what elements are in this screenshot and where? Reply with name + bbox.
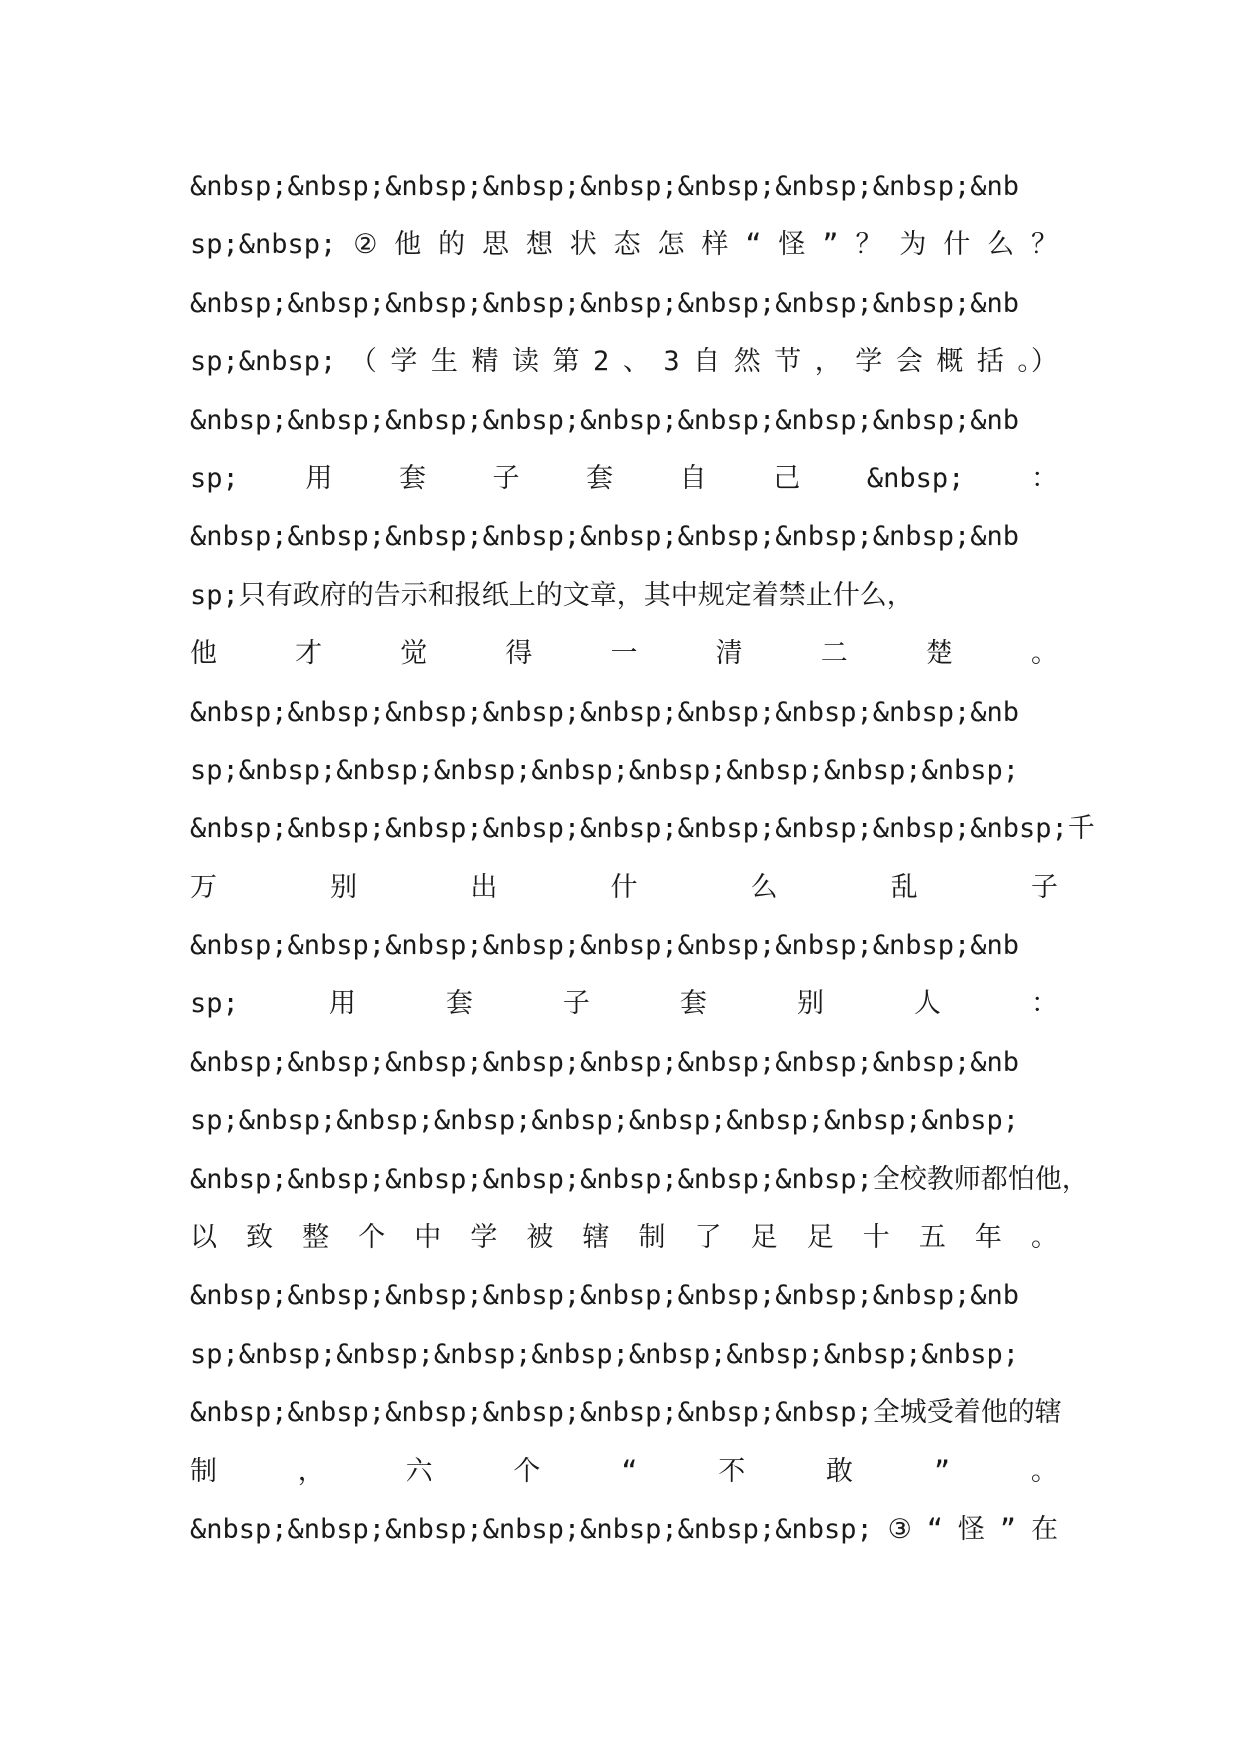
text-segment: &nbsp;&nbsp;&nbsp;&nbsp;&nbsp;&nbsp;&nbsp; [190, 1397, 873, 1429]
text-segment: 足 [750, 1222, 778, 1254]
text-segment: 足 [806, 1222, 834, 1254]
text-segment: 怪 [778, 229, 806, 261]
text-segment: 被 [526, 1222, 554, 1254]
text-segment: &nbsp;&nbsp;&nbsp;&nbsp;&nbsp;&nbsp;&nbsp;&nbsp;&nb [190, 1280, 1020, 1312]
text-segment: 受 [926, 1397, 954, 1429]
text-segment: 在 [1030, 1513, 1058, 1545]
text-segment: 。 [1030, 1222, 1058, 1254]
text-line [190, 508, 1058, 566]
text-segment: &nbsp;&nbsp;&nbsp;&nbsp;&nbsp;&nbsp;&nbsp;&nbsp;&nb [190, 404, 1020, 436]
text-line [190, 158, 1058, 216]
text-segment: 、 [622, 346, 650, 378]
text-segment: 读 [511, 346, 539, 378]
text-segment: 3 [663, 346, 680, 378]
text-segment: 不 [718, 1455, 746, 1487]
text-line [190, 917, 1058, 975]
text-segment: sp;&nbsp;&nbsp;&nbsp;&nbsp;&nbsp;&nbsp;&nbsp;&nbsp; [190, 754, 1020, 786]
text-line [190, 1326, 1058, 1384]
text-segment: “ [745, 229, 762, 261]
text-segment: 他 [190, 638, 217, 670]
text-segment: 子 [1030, 871, 1058, 903]
text-line [190, 567, 1058, 625]
text-line [190, 1501, 1058, 1559]
text-segment: “ [926, 1513, 943, 1545]
text-segment: 。 [1030, 1455, 1058, 1487]
text-segment: ” [822, 229, 839, 261]
text-line [190, 625, 1058, 683]
text-segment: 中 [414, 1222, 442, 1254]
text-segment: 全 [872, 1163, 900, 1195]
text-segment: 觉 [400, 638, 428, 670]
text-segment: ” [933, 1455, 951, 1487]
text-segment: 套 [398, 462, 426, 494]
text-segment: 制 [190, 1455, 217, 1487]
text-segment: sp; [190, 988, 239, 1020]
text-segment: sp;&nbsp; [190, 229, 337, 261]
text-segment: 自 [693, 346, 721, 378]
text-segment: 五 [918, 1222, 946, 1254]
text-segment: 才 [295, 638, 323, 670]
text-segment: ③ [887, 1513, 912, 1545]
text-segment: 学 [390, 346, 418, 378]
text-segment: 致 [246, 1222, 274, 1254]
text-segment: 教 [926, 1163, 954, 1195]
text-segment: 乱 [890, 871, 918, 903]
text-segment: ， [297, 1455, 325, 1487]
text-segment: 的 [438, 229, 466, 261]
text-segment: &nbsp;&nbsp;&nbsp;&nbsp;&nbsp;&nbsp;&nbsp;&nbsp;&nb [190, 696, 1020, 728]
text-segment: 万 [190, 871, 217, 903]
text-segment: sp;&nbsp;&nbsp;&nbsp;&nbsp;&nbsp;&nbsp;&nbsp;&nbsp; [190, 1105, 1020, 1137]
text-segment: 套 [445, 988, 473, 1020]
text-segment: “ [621, 1455, 638, 1487]
text-segment: 清 [715, 638, 743, 670]
text-segment: 年 [974, 1222, 1002, 1254]
text-line [190, 1443, 1058, 1501]
text-segment: 千 [1067, 813, 1095, 845]
text-line [190, 975, 1058, 1033]
text-segment: 为 [899, 229, 927, 261]
text-segment: 用 [305, 462, 333, 494]
text-segment: ： [1030, 462, 1058, 494]
text-segment: 全 [872, 1397, 900, 1429]
text-segment: sp;只有政府的告示和报纸上的文章，其中规定着禁止什么， [190, 579, 914, 611]
text-segment: 。 [1031, 638, 1058, 670]
text-segment: ， [1061, 1163, 1089, 1195]
text-line [190, 333, 1058, 391]
text-segment: 精 [471, 346, 499, 378]
text-segment: 2 [593, 346, 610, 378]
text-line [190, 742, 1058, 800]
text-segment: 师 [953, 1163, 981, 1195]
text-segment: 一 [610, 638, 638, 670]
text-segment: ： [1031, 988, 1058, 1020]
text-segment: sp;&nbsp; [190, 346, 337, 378]
text-segment: 制 [638, 1222, 666, 1254]
text-segment: 出 [470, 871, 498, 903]
text-segment: 会 [895, 346, 923, 378]
text-segment: 自 [679, 462, 707, 494]
text-segment: 子 [492, 462, 520, 494]
text-segment: 校 [899, 1163, 927, 1195]
text-segment: 样 [701, 229, 729, 261]
text-segment: 想 [525, 229, 553, 261]
text-segment: 整 [302, 1222, 330, 1254]
text-segment: 什 [943, 229, 971, 261]
text-segment: 思 [482, 229, 510, 261]
text-segment: 概 [936, 346, 964, 378]
text-segment: 人 [913, 988, 941, 1020]
text-segment: 第 [552, 346, 580, 378]
text-segment: &nbsp;&nbsp;&nbsp;&nbsp;&nbsp;&nbsp;&nbsp;&nbsp;&nb [190, 930, 1020, 962]
text-segment: 二 [820, 638, 848, 670]
text-line [190, 216, 1058, 274]
text-segment: ② [353, 229, 378, 261]
text-line [190, 1034, 1058, 1092]
text-segment: ” [999, 1513, 1017, 1545]
text-segment: &nbsp;&nbsp;&nbsp;&nbsp;&nbsp;&nbsp;&nbsp;&nbsp;&nb [190, 171, 1020, 202]
text-segment: 套 [586, 462, 614, 494]
text-segment: 他 [980, 1397, 1008, 1429]
text-segment: ， [814, 346, 842, 378]
text-line [190, 859, 1058, 917]
text-segment: 楚 [925, 638, 953, 670]
text-segment: ？ [855, 229, 883, 261]
text-segment: 节 [774, 346, 802, 378]
text-line [190, 450, 1058, 508]
text-line [190, 684, 1058, 742]
text-segment: 什 [610, 871, 638, 903]
text-line [190, 1151, 1089, 1209]
text-segment: &nbsp;&nbsp;&nbsp;&nbsp;&nbsp;&nbsp;&nbsp;&nbsp;&nbsp; [190, 813, 1068, 845]
text-segment: 辖 [1034, 1397, 1062, 1429]
text-segment: 得 [505, 638, 533, 670]
text-line [190, 1267, 1058, 1325]
text-segment: &nbsp;&nbsp;&nbsp;&nbsp;&nbsp;&nbsp;&nbsp;&nbsp;&nb [190, 287, 1020, 319]
text-segment: 十 [862, 1222, 890, 1254]
body-text [190, 158, 1095, 1559]
text-segment: 。） [1017, 346, 1058, 378]
text-segment: 个 [358, 1222, 386, 1254]
text-line [190, 392, 1058, 450]
text-segment: 怎 [657, 229, 685, 261]
text-segment: 别 [796, 988, 824, 1020]
text-segment: &nbsp;&nbsp;&nbsp;&nbsp;&nbsp;&nbsp;&nbsp; [190, 1513, 873, 1545]
text-segment: 六 [405, 1455, 433, 1487]
text-segment: ？ [1030, 229, 1058, 261]
text-segment: sp;&nbsp;&nbsp;&nbsp;&nbsp;&nbsp;&nbsp;&nbsp;&nbsp; [190, 1338, 1020, 1370]
text-segment: 他 [1034, 1163, 1062, 1195]
text-segment: 别 [330, 871, 358, 903]
text-line [190, 800, 1095, 858]
text-segment: 套 [679, 988, 707, 1020]
text-segment: 用 [328, 988, 356, 1020]
text-segment: 城 [899, 1397, 927, 1429]
text-line [190, 1092, 1058, 1150]
text-segment: 学 [470, 1222, 498, 1254]
text-segment: &nbsp;&nbsp;&nbsp;&nbsp;&nbsp;&nbsp;&nbsp;&nbsp;&nb [190, 1046, 1020, 1078]
text-segment: 学 [855, 346, 883, 378]
text-segment: &nbsp;&nbsp;&nbsp;&nbsp;&nbsp;&nbsp;&nbsp; [190, 1163, 873, 1195]
text-segment: 着 [953, 1397, 981, 1429]
text-segment: 都 [980, 1163, 1008, 1195]
text-segment: 辖 [582, 1222, 610, 1254]
text-segment: 敢 [826, 1455, 854, 1487]
text-segment: 的 [1007, 1397, 1035, 1429]
text-segment: 以 [190, 1222, 217, 1254]
text-segment: 么 [987, 229, 1015, 261]
text-segment: 怪 [957, 1513, 985, 1545]
text-segment: 己 [773, 462, 801, 494]
text-segment: 态 [613, 229, 641, 261]
text-line [190, 1209, 1058, 1267]
text-line [190, 1384, 1062, 1442]
text-segment: 生 [430, 346, 458, 378]
text-segment: &nbsp; [866, 462, 965, 494]
text-segment: 括 [976, 346, 1004, 378]
text-line [190, 275, 1058, 333]
text-segment: &nbsp;&nbsp;&nbsp;&nbsp;&nbsp;&nbsp;&nbsp;&nbsp;&nb [190, 521, 1020, 553]
text-segment: 个 [513, 1455, 541, 1487]
text-segment: sp; [190, 462, 239, 494]
text-segment: 了 [694, 1222, 722, 1254]
text-segment: 怕 [1007, 1163, 1035, 1195]
text-segment: 么 [750, 871, 778, 903]
text-segment: 状 [569, 229, 597, 261]
text-segment: 子 [562, 988, 590, 1020]
text-segment: 他 [394, 229, 422, 261]
text-segment: （ [349, 346, 377, 378]
text-segment: 然 [733, 346, 761, 378]
